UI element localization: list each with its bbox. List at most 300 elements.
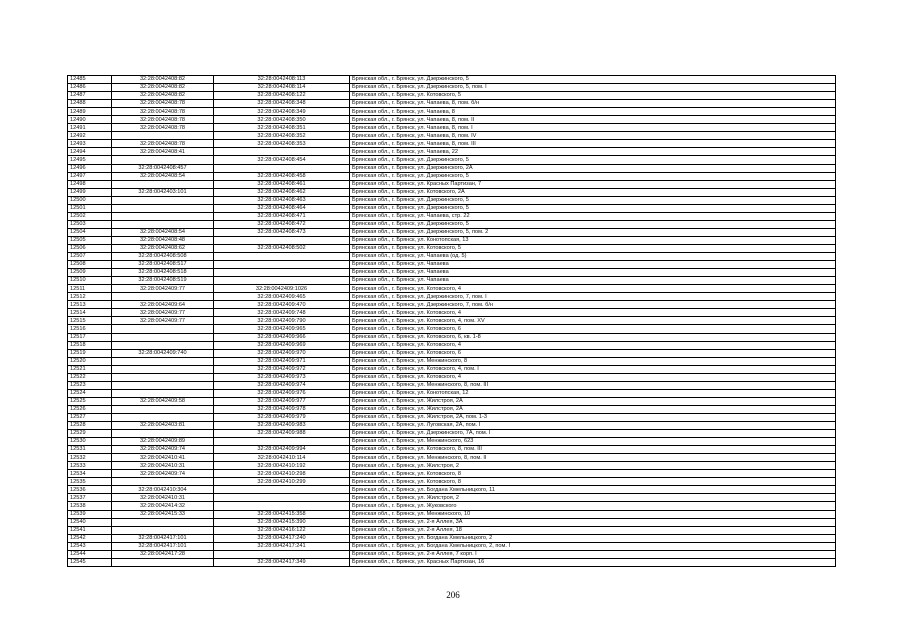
row-number-cell: 12505 xyxy=(68,236,112,244)
land-cadastral-cell: 32:28:0042409:74 xyxy=(112,446,214,454)
table-row xyxy=(68,140,836,148)
object-cadastral-cell: 32:28:0042408:473 xyxy=(214,228,350,236)
address-cell: Брянская обл., г. Брянск, ул. Жилстроя, 2 xyxy=(350,494,836,502)
row-number-cell: 12487 xyxy=(68,92,112,100)
address-cell: Брянская обл., г. Брянск, ул. Дзержинского, 5 xyxy=(350,76,836,84)
table-row xyxy=(68,422,836,430)
row-number-cell: 12501 xyxy=(68,204,112,212)
object-cadastral-cell xyxy=(214,438,350,446)
table-row xyxy=(68,462,836,470)
land-cadastral-cell: 32:28:0042408:457 xyxy=(112,164,214,172)
land-cadastral-cell xyxy=(112,558,214,566)
address-cell: Брянская обл., г. Брянск, ул. 2-я Аллея, 7 корп. I xyxy=(350,550,836,558)
table-row xyxy=(68,116,836,124)
row-number-cell: 12492 xyxy=(68,132,112,140)
row-number-cell: 12525 xyxy=(68,397,112,405)
row-number-cell: 12507 xyxy=(68,253,112,261)
land-cadastral-cell: 32:28:0042408:62 xyxy=(112,244,214,252)
row-number-cell: 12528 xyxy=(68,422,112,430)
address-cell: Брянская обл., г. Брянск, ул. Дзержинского, 5 xyxy=(350,220,836,228)
row-number-cell: 12496 xyxy=(68,164,112,172)
row-number-cell: 12537 xyxy=(68,494,112,502)
row-number-cell: 12534 xyxy=(68,470,112,478)
address-cell: Брянская обл., г. Брянск, ул. Чапаева xyxy=(350,261,836,269)
table-row xyxy=(68,510,836,518)
land-cadastral-cell: 32:28:0042408:517 xyxy=(112,261,214,269)
land-cadastral-cell: 32:28:0042408:519 xyxy=(112,277,214,285)
object-cadastral-cell: 32:28:0042409:988 xyxy=(214,430,350,438)
land-cadastral-cell: 32:28:0042403:101 xyxy=(112,188,214,196)
address-cell: Брянская обл., г. Брянск, ул. Жуковского xyxy=(350,502,836,510)
address-cell: Брянская обл., г. Брянск, ул. Дзержинского, 5 xyxy=(350,196,836,204)
object-cadastral-cell: 32:28:0042409:465 xyxy=(214,293,350,301)
table-row xyxy=(68,236,836,244)
address-cell: Брянская обл., г. Брянск, ул. 2-я Аллея, 18 xyxy=(350,526,836,534)
land-cadastral-cell xyxy=(112,381,214,389)
table-row xyxy=(68,341,836,349)
land-cadastral-cell xyxy=(112,293,214,301)
table-row xyxy=(68,542,836,550)
address-cell: Брянская обл., г. Брянск, ул. Дзержинского, 7, пом. I xyxy=(350,293,836,301)
table-row xyxy=(68,518,836,526)
address-cell: Брянская обл., г. Брянск, ул. Дзержинского, 7, пом. б/н xyxy=(350,301,836,309)
land-cadastral-cell: 32:28:0042410:31 xyxy=(112,462,214,470)
row-number-cell: 12508 xyxy=(68,261,112,269)
land-cadastral-cell xyxy=(112,526,214,534)
address-cell: Брянская обл., г. Брянск, ул. Чапаева, 8, пом. III xyxy=(350,140,836,148)
land-cadastral-cell: 32:28:0042414:32 xyxy=(112,502,214,510)
land-cadastral-cell: 32:28:0042410:41 xyxy=(112,454,214,462)
table-row xyxy=(68,269,836,277)
object-cadastral-cell: 32:28:0042409:966 xyxy=(214,333,350,341)
row-number-cell: 12503 xyxy=(68,220,112,228)
address-cell: Брянская обл., г. Брянск, ул. Красных Партизан, 16 xyxy=(350,558,836,566)
row-number-cell: 12502 xyxy=(68,212,112,220)
table-row xyxy=(68,333,836,341)
object-cadastral-cell xyxy=(214,261,350,269)
land-cadastral-cell: 32:28:0042408:54 xyxy=(112,172,214,180)
table-row xyxy=(68,277,836,285)
address-cell: Брянская обл., г. Брянск, ул. 2-я Аллея, 3А xyxy=(350,518,836,526)
row-number-cell: 12522 xyxy=(68,373,112,381)
object-cadastral-cell: 32:28:0042408:461 xyxy=(214,180,350,188)
table-row xyxy=(68,365,836,373)
address-cell: Брянская обл., г. Брянск, ул. Богдана Хмельницкого, 11 xyxy=(350,486,836,494)
address-cell: Брянская обл., г. Брянск, ул. Чапаева, стр. 22 xyxy=(350,212,836,220)
address-cell: Брянская обл., г. Брянск, ул. Котовского, 4 xyxy=(350,341,836,349)
land-cadastral-cell xyxy=(112,357,214,365)
address-cell: Брянская обл., г. Брянск, ул. Чапаева xyxy=(350,277,836,285)
row-number-cell: 12510 xyxy=(68,277,112,285)
table-row xyxy=(68,285,836,293)
row-number-cell: 12529 xyxy=(68,430,112,438)
land-cadastral-cell: 32:28:0042403:81 xyxy=(112,422,214,430)
object-cadastral-cell xyxy=(214,494,350,502)
address-cell: Брянская обл., г. Брянск, ул. Котовского, 5 xyxy=(350,92,836,100)
land-cadastral-cell: 32:28:0042408:78 xyxy=(112,100,214,108)
address-cell: Брянская обл., г. Брянск, ул. Котовского, 8 xyxy=(350,478,836,486)
address-cell: Брянская обл., г. Брянск, ул. Менжинского, 8 xyxy=(350,357,836,365)
table-row xyxy=(68,156,836,164)
land-cadastral-cell xyxy=(112,365,214,373)
table-row xyxy=(68,550,836,558)
page-number: 206 xyxy=(446,590,460,600)
object-cadastral-cell: 32:28:0042409:977 xyxy=(214,397,350,405)
row-number-cell: 12500 xyxy=(68,196,112,204)
row-number-cell: 12520 xyxy=(68,357,112,365)
address-cell: Брянская обл., г. Брянск, ул. Дзержинского, 2А xyxy=(350,164,836,172)
object-cadastral-cell xyxy=(214,148,350,156)
row-number-cell: 12541 xyxy=(68,526,112,534)
object-cadastral-cell: 32:28:0042409:971 xyxy=(214,357,350,365)
table-row xyxy=(68,84,836,92)
address-cell: Брянская обл., г. Брянск, ул. Менжинского, 10 xyxy=(350,510,836,518)
address-cell: Брянская обл., г. Брянск, ул. Котовского, 8 xyxy=(350,470,836,478)
address-cell: Брянская обл., г. Брянск, ул. Менжинского, 8, пом. II xyxy=(350,454,836,462)
address-cell: Брянская обл., г. Брянск, ул. Красных Партизан, 7 xyxy=(350,180,836,188)
land-cadastral-cell xyxy=(112,373,214,381)
object-cadastral-cell: 32:28:0042408:114 xyxy=(214,84,350,92)
object-cadastral-cell: 32:28:0042408:113 xyxy=(214,76,350,84)
object-cadastral-cell: 32:28:0042408:349 xyxy=(214,108,350,116)
land-cadastral-cell: 32:28:0042408:48 xyxy=(112,236,214,244)
address-cell: Брянская обл., г. Брянск, ул. Конотопская, 12 xyxy=(350,389,836,397)
object-cadastral-cell: 32:28:0042417:349 xyxy=(214,558,350,566)
object-cadastral-cell xyxy=(214,253,350,261)
object-cadastral-cell: 32:28:0042410:299 xyxy=(214,478,350,486)
table-row xyxy=(68,534,836,542)
table-row xyxy=(68,244,836,252)
address-cell: Брянская обл., г. Брянск, ул. Дзержинского, 5, пом. I xyxy=(350,84,836,92)
table-row xyxy=(68,494,836,502)
land-cadastral-cell: 32:28:0042408:54 xyxy=(112,228,214,236)
row-number-cell: 12530 xyxy=(68,438,112,446)
table-row xyxy=(68,92,836,100)
address-cell: Брянская обл., г. Брянск, ул. Котовского, 6, кв. 1-8 xyxy=(350,333,836,341)
row-number-cell: 12517 xyxy=(68,333,112,341)
table-row xyxy=(68,188,836,196)
object-cadastral-cell: 32:28:0042408:122 xyxy=(214,92,350,100)
object-cadastral-cell: 32:28:0042408:454 xyxy=(214,156,350,164)
object-cadastral-cell xyxy=(214,502,350,510)
address-cell: Брянская обл., г. Брянск, ул. Чапаева xyxy=(350,269,836,277)
object-cadastral-cell: 32:28:0042409:978 xyxy=(214,405,350,413)
row-number-cell: 12542 xyxy=(68,534,112,542)
row-number-cell: 12499 xyxy=(68,188,112,196)
land-cadastral-cell xyxy=(112,389,214,397)
address-cell: Брянская обл., г. Брянск, ул. Дзержинского, 5 xyxy=(350,172,836,180)
row-number-cell: 12488 xyxy=(68,100,112,108)
row-number-cell: 12497 xyxy=(68,172,112,180)
land-cadastral-cell: 32:28:0042408:508 xyxy=(112,253,214,261)
land-cadastral-cell: 32:28:0042408:78 xyxy=(112,116,214,124)
land-cadastral-cell: 32:28:0042417:101 xyxy=(112,542,214,550)
table-row xyxy=(68,454,836,462)
table-row xyxy=(68,502,836,510)
object-cadastral-cell: 32:28:0042410:114 xyxy=(214,454,350,462)
row-number-cell: 12516 xyxy=(68,325,112,333)
table-row xyxy=(68,558,836,566)
row-number-cell: 12513 xyxy=(68,301,112,309)
object-cadastral-cell xyxy=(214,269,350,277)
object-cadastral-cell: 32:28:0042409:972 xyxy=(214,365,350,373)
address-cell: Брянская обл., г. Брянск, ул. Чапаева, 8, пом. II xyxy=(350,116,836,124)
address-cell: Брянская обл., г. Брянск, ул. Дзержинского, 5 xyxy=(350,204,836,212)
table-row xyxy=(68,397,836,405)
address-cell: Брянская обл., г. Брянск, ул. Луговская, 2А, пом. I xyxy=(350,422,836,430)
land-cadastral-cell: 32:28:0042408:82 xyxy=(112,76,214,84)
land-cadastral-cell: 32:28:0042408:78 xyxy=(112,108,214,116)
land-cadastral-cell xyxy=(112,478,214,486)
row-number-cell: 12485 xyxy=(68,76,112,84)
row-number-cell: 12494 xyxy=(68,148,112,156)
registry-table-body xyxy=(68,76,836,567)
land-cadastral-cell xyxy=(112,325,214,333)
object-cadastral-cell: 32:28:0042417:240 xyxy=(214,534,350,542)
row-number-cell: 12524 xyxy=(68,389,112,397)
table-row xyxy=(68,301,836,309)
land-cadastral-cell xyxy=(112,156,214,164)
land-cadastral-cell xyxy=(112,430,214,438)
land-cadastral-cell: 32:28:0042409:77 xyxy=(112,285,214,293)
table-row xyxy=(68,486,836,494)
object-cadastral-cell: 32:28:0042409:974 xyxy=(214,381,350,389)
object-cadastral-cell: 32:28:0042409:994 xyxy=(214,446,350,454)
land-cadastral-cell: 32:28:0042409:58 xyxy=(112,397,214,405)
object-cadastral-cell: 32:28:0042408:463 xyxy=(214,196,350,204)
row-number-cell: 12527 xyxy=(68,413,112,421)
table-row xyxy=(68,212,836,220)
table-row xyxy=(68,478,836,486)
land-cadastral-cell: 32:28:0042409:74 xyxy=(112,470,214,478)
table-row xyxy=(68,108,836,116)
land-cadastral-cell: 32:28:0042408:78 xyxy=(112,140,214,148)
land-cadastral-cell: 32:28:0042408:82 xyxy=(112,92,214,100)
object-cadastral-cell: 32:28:0042408:502 xyxy=(214,244,350,252)
address-cell: Брянская обл., г. Брянск, ул. Котовского, 4, пом. I xyxy=(350,365,836,373)
land-cadastral-cell xyxy=(112,132,214,140)
land-cadastral-cell: 32:28:0042415:33 xyxy=(112,510,214,518)
object-cadastral-cell xyxy=(214,164,350,172)
address-cell: Брянская обл., г. Брянск, ул. Котовского, 6 xyxy=(350,349,836,357)
row-number-cell: 12538 xyxy=(68,502,112,510)
address-cell: Брянская обл., г. Брянск, ул. Чапаева, 8, пом. I xyxy=(350,124,836,132)
object-cadastral-cell: 32:28:0042409:1026 xyxy=(214,285,350,293)
registry-table xyxy=(67,75,836,567)
table-row xyxy=(68,381,836,389)
object-cadastral-cell: 32:28:0042408:351 xyxy=(214,124,350,132)
table-row xyxy=(68,446,836,454)
table-row xyxy=(68,253,836,261)
row-number-cell: 12526 xyxy=(68,405,112,413)
land-cadastral-cell xyxy=(112,518,214,526)
object-cadastral-cell: 32:28:0042410:192 xyxy=(214,462,350,470)
address-cell: Брянская обл., г. Брянск, ул. Богдана Хмельницкого, 2, пом. I xyxy=(350,542,836,550)
table-row xyxy=(68,132,836,140)
row-number-cell: 12493 xyxy=(68,140,112,148)
address-cell: Брянская обл., г. Брянск, ул. Котовского, 4 xyxy=(350,373,836,381)
table-row xyxy=(68,405,836,413)
land-cadastral-cell: 32:28:0042417:28 xyxy=(112,550,214,558)
object-cadastral-cell: 32:28:0042410:298 xyxy=(214,470,350,478)
address-cell: Брянская обл., г. Брянск, ул. Чапаева, 8 xyxy=(350,108,836,116)
row-number-cell: 12514 xyxy=(68,309,112,317)
object-cadastral-cell: 32:28:0042408:353 xyxy=(214,140,350,148)
row-number-cell: 12490 xyxy=(68,116,112,124)
row-number-cell: 12539 xyxy=(68,510,112,518)
land-cadastral-cell: 32:28:0042410:31 xyxy=(112,494,214,502)
land-cadastral-cell xyxy=(112,212,214,220)
table-row xyxy=(68,172,836,180)
table-row xyxy=(68,526,836,534)
table-row xyxy=(68,470,836,478)
table-row xyxy=(68,430,836,438)
address-cell: Брянская обл., г. Брянск, ул. Менжинского, 623 xyxy=(350,438,836,446)
address-cell: Брянская обл., г. Брянск, ул. Котовского, 4 xyxy=(350,309,836,317)
table-row xyxy=(68,357,836,365)
object-cadastral-cell xyxy=(214,277,350,285)
row-number-cell: 12506 xyxy=(68,244,112,252)
table-row xyxy=(68,293,836,301)
land-cadastral-cell xyxy=(112,196,214,204)
row-number-cell: 12486 xyxy=(68,84,112,92)
row-number-cell: 12512 xyxy=(68,293,112,301)
row-number-cell: 12540 xyxy=(68,518,112,526)
land-cadastral-cell: 32:28:0042409:89 xyxy=(112,438,214,446)
object-cadastral-cell: 32:28:0042416:122 xyxy=(214,526,350,534)
object-cadastral-cell: 32:28:0042409:790 xyxy=(214,317,350,325)
table-row xyxy=(68,180,836,188)
address-cell: Брянская обл., г. Брянск, ул. Дзержинского, 7А, пом. I xyxy=(350,430,836,438)
object-cadastral-cell: 32:28:0042408:350 xyxy=(214,116,350,124)
table-row xyxy=(68,389,836,397)
land-cadastral-cell xyxy=(112,180,214,188)
address-cell: Брянская обл., г. Брянск, ул. Жилстроя, 2А xyxy=(350,397,836,405)
address-cell: Брянская обл., г. Брянск, ул. Котовского, 4 xyxy=(350,285,836,293)
land-cadastral-cell xyxy=(112,333,214,341)
object-cadastral-cell: 32:28:0042417:241 xyxy=(214,542,350,550)
table-row xyxy=(68,228,836,236)
row-number-cell: 12511 xyxy=(68,285,112,293)
table-row xyxy=(68,220,836,228)
address-cell: Брянская обл., г. Брянск, ул. Котовского, 8, пом. III xyxy=(350,446,836,454)
row-number-cell: 12544 xyxy=(68,550,112,558)
address-cell: Брянская обл., г. Брянск, ул. Дзержинского, 5 xyxy=(350,156,836,164)
row-number-cell: 12519 xyxy=(68,349,112,357)
row-number-cell: 12523 xyxy=(68,381,112,389)
land-cadastral-cell: 32:28:0042409:64 xyxy=(112,301,214,309)
object-cadastral-cell: 32:28:0042408:472 xyxy=(214,220,350,228)
table-row xyxy=(68,309,836,317)
land-cadastral-cell: 32:28:0042408:41 xyxy=(112,148,214,156)
row-number-cell: 12504 xyxy=(68,228,112,236)
land-cadastral-cell xyxy=(112,204,214,212)
object-cadastral-cell: 32:28:0042415:390 xyxy=(214,518,350,526)
row-number-cell: 12543 xyxy=(68,542,112,550)
table-row xyxy=(68,100,836,108)
address-cell: Брянская обл., г. Брянск, ул. Конотопская, 13 xyxy=(350,236,836,244)
address-cell: Брянская обл., г. Брянск, ул. Чапаева, 22 xyxy=(350,148,836,156)
address-cell: Брянская обл., г. Брянск, ул. Чапаева, 8, пом. б/н xyxy=(350,100,836,108)
address-cell: Брянская обл., г. Брянск, ул. Котовского, 2А xyxy=(350,188,836,196)
land-cadastral-cell: 32:28:0042408:78 xyxy=(112,124,214,132)
row-number-cell: 12491 xyxy=(68,124,112,132)
object-cadastral-cell: 32:28:0042409:979 xyxy=(214,413,350,421)
land-cadastral-cell: 32:28:0042417:101 xyxy=(112,534,214,542)
table-row xyxy=(68,413,836,421)
table-row xyxy=(68,124,836,132)
land-cadastral-cell: 32:28:0042410:304 xyxy=(112,486,214,494)
table-row xyxy=(68,325,836,333)
land-cadastral-cell xyxy=(112,405,214,413)
object-cadastral-cell: 32:28:0042408:471 xyxy=(214,212,350,220)
object-cadastral-cell: 32:28:0042408:464 xyxy=(214,204,350,212)
address-cell: Брянская обл., г. Брянск, ул. Котовского, 5 xyxy=(350,244,836,252)
address-cell: Брянская обл., г. Брянск, ул. Котовского, 4, пом. XV xyxy=(350,317,836,325)
address-cell: Брянская обл., г. Брянск, ул. Богдана Хмельницкого, 2 xyxy=(350,534,836,542)
object-cadastral-cell: 32:28:0042409:976 xyxy=(214,389,350,397)
row-number-cell: 12515 xyxy=(68,317,112,325)
row-number-cell: 12533 xyxy=(68,462,112,470)
row-number-cell: 12509 xyxy=(68,269,112,277)
land-cadastral-cell: 32:28:0042409:740 xyxy=(112,349,214,357)
table-row xyxy=(68,261,836,269)
row-number-cell: 12498 xyxy=(68,180,112,188)
address-cell: Брянская обл., г. Брянск, ул. Жилстроя, 2А xyxy=(350,405,836,413)
address-cell: Брянская обл., г. Брянск, ул. Дзержинского, 5, пом. 2 xyxy=(350,228,836,236)
object-cadastral-cell: 32:28:0042409:748 xyxy=(214,309,350,317)
table-row xyxy=(68,317,836,325)
address-cell: Брянская обл., г. Брянск, ул. Чапаева (од. 5) xyxy=(350,253,836,261)
table-row xyxy=(68,349,836,357)
address-cell: Брянская обл., г. Брянск, ул. Жилстроя, 2 xyxy=(350,462,836,470)
land-cadastral-cell xyxy=(112,413,214,421)
row-number-cell: 12495 xyxy=(68,156,112,164)
object-cadastral-cell xyxy=(214,236,350,244)
object-cadastral-cell: 32:28:0042409:969 xyxy=(214,341,350,349)
address-cell: Брянская обл., г. Брянск, ул. Чапаева, 8, пом. IV xyxy=(350,132,836,140)
land-cadastral-cell: 32:28:0042408:82 xyxy=(112,84,214,92)
object-cadastral-cell: 32:28:0042408:458 xyxy=(214,172,350,180)
row-number-cell: 12531 xyxy=(68,446,112,454)
row-number-cell: 12521 xyxy=(68,365,112,373)
land-cadastral-cell xyxy=(112,341,214,349)
object-cadastral-cell: 32:28:0042408:462 xyxy=(214,188,350,196)
row-number-cell: 12536 xyxy=(68,486,112,494)
row-number-cell: 12545 xyxy=(68,558,112,566)
table-row xyxy=(68,196,836,204)
table-row xyxy=(68,148,836,156)
land-cadastral-cell: 32:28:0042409:77 xyxy=(112,317,214,325)
row-number-cell: 12532 xyxy=(68,454,112,462)
land-cadastral-cell: 32:28:0042409:77 xyxy=(112,309,214,317)
address-cell: Брянская обл., г. Брянск, ул. Жилстроя, 2А, пом. 1-3 xyxy=(350,413,836,421)
object-cadastral-cell: 32:28:0042409:470 xyxy=(214,301,350,309)
land-cadastral-cell xyxy=(112,220,214,228)
address-cell: Брянская обл., г. Брянск, ул. Менжинского, 8, пом. III xyxy=(350,381,836,389)
object-cadastral-cell: 32:28:0042408:352 xyxy=(214,132,350,140)
object-cadastral-cell: 32:28:0042415:358 xyxy=(214,510,350,518)
table-row xyxy=(68,164,836,172)
address-cell: Брянская обл., г. Брянск, ул. Котовского, 6 xyxy=(350,325,836,333)
object-cadastral-cell: 32:28:0042409:973 xyxy=(214,373,350,381)
object-cadastral-cell: 32:28:0042409:970 xyxy=(214,349,350,357)
row-number-cell: 12489 xyxy=(68,108,112,116)
row-number-cell: 12535 xyxy=(68,478,112,486)
object-cadastral-cell xyxy=(214,486,350,494)
row-number-cell: 12518 xyxy=(68,341,112,349)
table-row xyxy=(68,373,836,381)
